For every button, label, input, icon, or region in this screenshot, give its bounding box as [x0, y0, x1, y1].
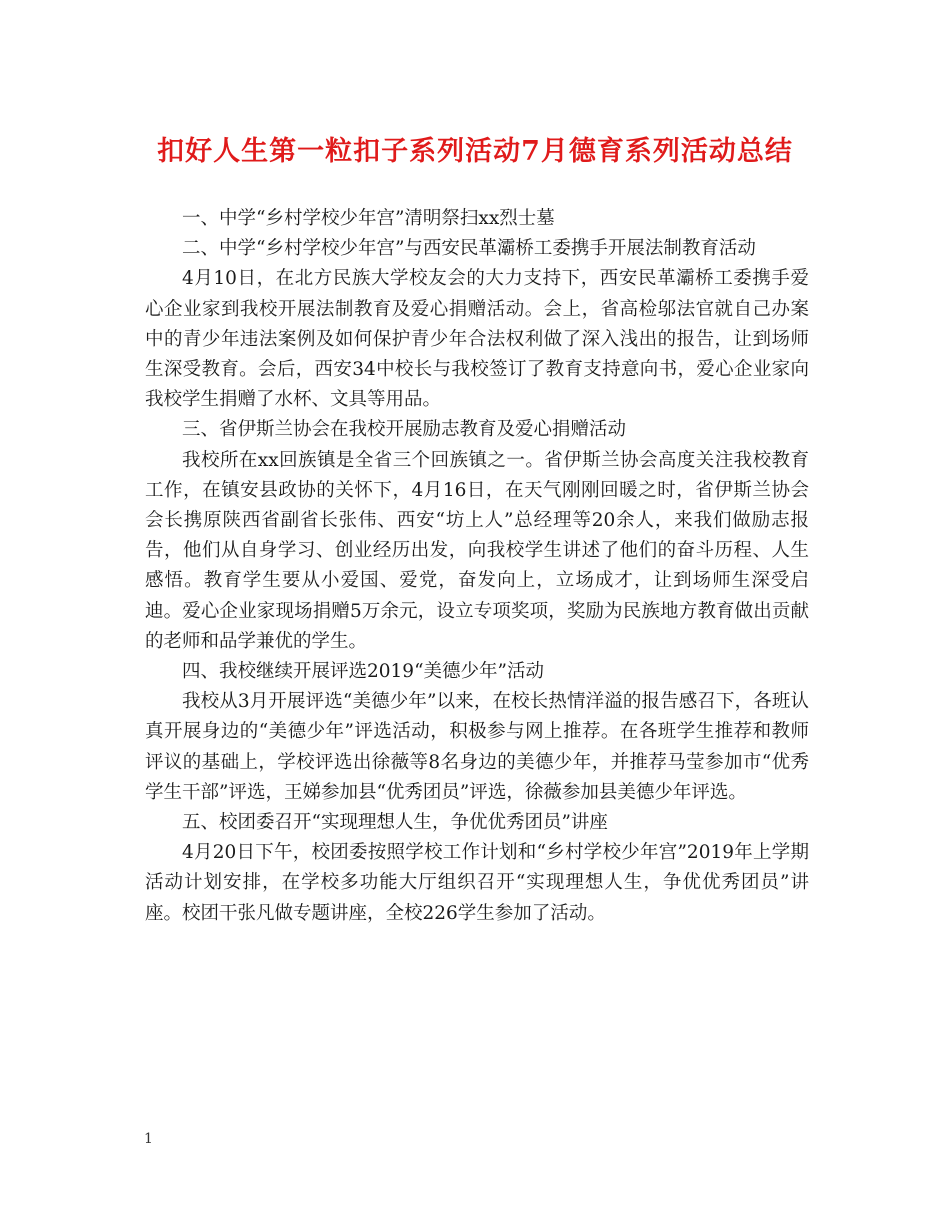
- section-paragraph-3: 我校所在xx回族镇是全省三个回族镇之一。省伊斯兰协会高度关注我校教育工作，在镇安县政协的关怀下，4月16日，在天气刚刚回暖之时，省伊斯兰协会会长携原陕西省副省长张伟、西安“坊上人”总经理等20余人，来我们做励志报告，他们从自身学习、创业经历出发，向我校学生讲述了他们的奋斗历程、人生感悟。教育学生要从小爱国、爱党，奋发向上，立场成才，让到场师生深受启迪。爱心企业家现场捐赠5万余元，设立专项奖项，奖励为民族地方教育做出贡献的老师和品学兼优的学生。: [145, 449, 809, 652]
- document-title: 扣好人生第一粒扣子系列活动7月德育系列活动总结: [157, 136, 793, 167]
- section-heading-2: 二、中学“乡村学校少年宫”与西安民革灞桥工委携手开展法制教育活动: [182, 238, 756, 260]
- section-paragraph-4: 我校从3月开展评选“美德少年”以来，在校长热情洋溢的报告感召下，各班认真开展身边的“美德少年”评选活动，积极参与网上推荐。在各班学生推荐和教师评议的基础上，学校评选出徐薇等8名身边的美德少年，并推荐马莹参加市“优秀学生干部”评选，王娣参加县“优秀团员”评选，徐薇参加县美德少年评选。: [145, 691, 809, 803]
- section-paragraph-2: 4月10日，在北方民族大学校友会的大力支持下，西安民革灞桥工委携手爱心企业家到我校开展法制教育及爱心捐赠活动。会上，省高检邬法官就自己办案中的青少年违法案例及如何保护青少年合法权利做了深入浅出的报告，让到场师生深受教育。会后，西安34中校长与我校签订了教育支持意向书，爱心企业家向我校学生捐赠了水杯、文具等用品。: [145, 268, 809, 411]
- section-heading-5: 五、校团委召开“实现理想人生，争优优秀团员”讲座: [182, 812, 608, 834]
- section-heading-1: 一、中学“乡村学校少年宫”清明祭扫xx烈士墓: [182, 208, 555, 229]
- section-heading-3: 三、省伊斯兰协会在我校开展励志教育及爱心捐赠活动: [182, 419, 627, 441]
- section-heading-4: 四、我校继续开展评选2019“美德少年”活动: [182, 661, 544, 683]
- section-paragraph-5: 4月20日下午，校团委按照学校工作计划和“乡村学校少年宫”2019年上学期活动计划安排，在学校多功能大厅组织召开“实现理想人生，争优优秀团员”讲座。校团干张凡做专题讲座，全校226学生参加了活动。: [145, 842, 809, 924]
- document-body: [145, 204, 809, 929]
- page-number: 1: [144, 1131, 153, 1147]
